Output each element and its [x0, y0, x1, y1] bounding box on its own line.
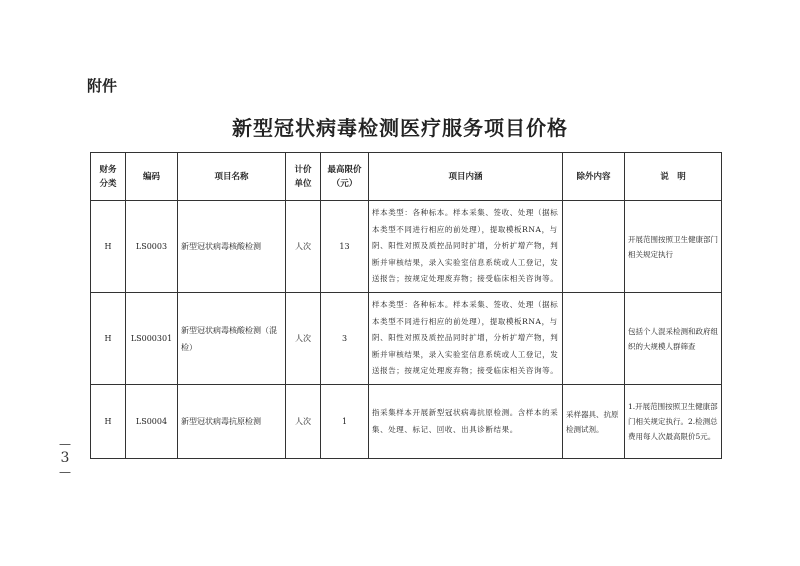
- table-row: [91, 201, 722, 293]
- header-name: 项目名称: [178, 153, 286, 201]
- header-note: 说 明: [625, 153, 722, 201]
- header-code: 编码: [126, 153, 178, 201]
- cell-category: H: [91, 293, 126, 385]
- table-header-row: [91, 153, 722, 201]
- cell-exclusion: [563, 201, 625, 293]
- cell-content: 指采集样本开展新型冠状病毒抗原检测。含样本的采集、处理、标记、回收、出具诊断结果。: [369, 385, 563, 459]
- cell-content: 样本类型：各种标本。样本采集、签收、处理（据标本类型不同进行相应的前处理），提取模板RNA，与阴、阳性对照及质控品同时扩增，分析扩增产物，判断并审核结果，录入实验室信息系统或人工登记，发送报告；按规定处理废弃物；接受临床相关咨询等。: [369, 293, 563, 385]
- cell-max-price: 13: [321, 201, 369, 293]
- cell-category: H: [91, 385, 126, 459]
- page-number: — 3 —: [59, 437, 71, 479]
- cell-max-price: 1: [321, 385, 369, 459]
- header-unit: 计价单位: [286, 153, 321, 201]
- cell-note: 开展范围按照卫生健康部门相关规定执行: [625, 201, 722, 293]
- table-row: [91, 293, 722, 385]
- cell-note: 1.开展范围按照卫生健康部门相关规定执行。2.检测总费用每人次最高限价5元。: [625, 385, 722, 459]
- header-max-price: 最高限价（元）: [321, 153, 369, 201]
- cell-unit: 人次: [286, 201, 321, 293]
- cell-unit: 人次: [286, 385, 321, 459]
- cell-name: 新型冠状病毒核酸检测（混检）: [178, 293, 286, 385]
- cell-name: 新型冠状病毒抗原检测: [178, 385, 286, 459]
- table-row: [91, 385, 722, 459]
- cell-max-price: 3: [321, 293, 369, 385]
- cell-unit: 人次: [286, 293, 321, 385]
- cell-code: LS0004: [126, 385, 178, 459]
- cell-note: 包括个人混采检测和政府组织的大规模人群筛查: [625, 293, 722, 385]
- cell-content: 样本类型：各种标本。样本采集、签收、处理（据标本类型不同进行相应的前处理），提取模板RNA，与阴、阳性对照及质控品同时扩增，分析扩增产物，判断并审核结果，录入实验室信息系统或人工登记，发送报告；按规定处理废弃物；接受临床相关咨询等。: [369, 201, 563, 293]
- header-content: 项目内涵: [369, 153, 563, 201]
- header-category: 财务分类: [91, 153, 126, 201]
- cell-code: LS000301: [126, 293, 178, 385]
- header-exclusion: 除外内容: [563, 153, 625, 201]
- cell-exclusion: [563, 293, 625, 385]
- cell-exclusion: 采样器具、抗原检测试剂。: [563, 385, 625, 459]
- cell-name: 新型冠状病毒核酸检测: [178, 201, 286, 293]
- cell-category: H: [91, 201, 126, 293]
- attachment-label: 附件: [87, 77, 118, 95]
- price-table: [90, 152, 722, 459]
- cell-code: LS0003: [126, 201, 178, 293]
- document-title: 新型冠状病毒检测医疗服务项目价格: [232, 116, 568, 140]
